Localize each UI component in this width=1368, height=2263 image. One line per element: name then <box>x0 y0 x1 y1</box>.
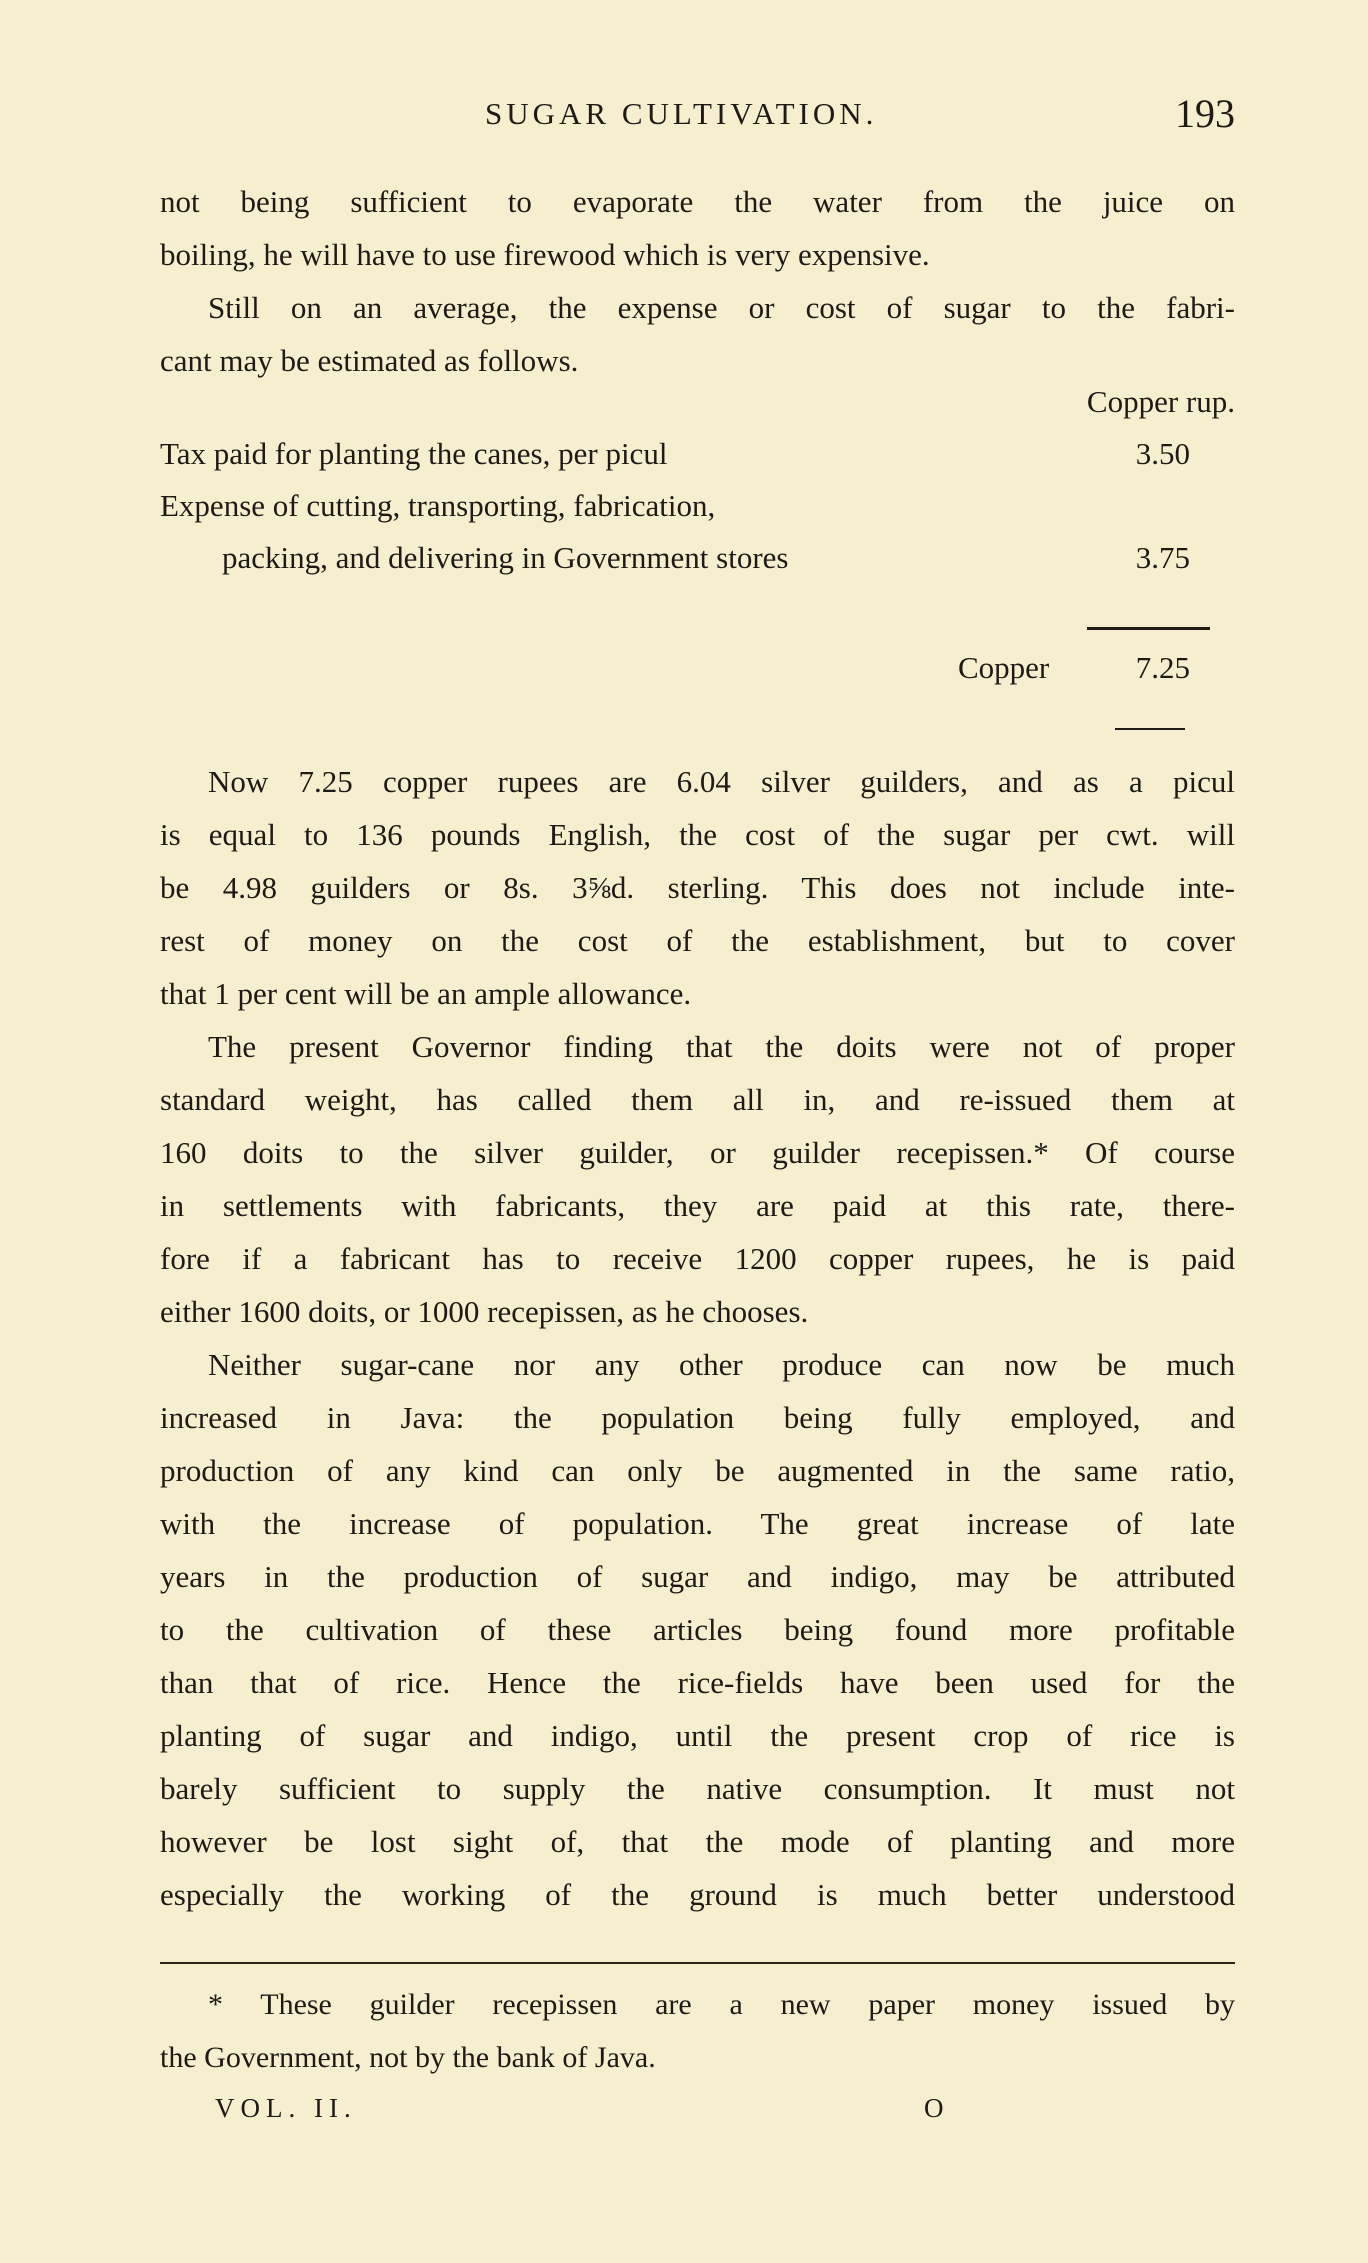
text-line: boiling, he will have to use firewood which is very expensive. <box>160 237 930 272</box>
unit-header: Copper rup. <box>1086 384 1235 419</box>
footnote-line: the Government, not by the bank of Java. <box>160 2041 656 2074</box>
row-label-continued: packing, and delivering in Government stores <box>222 540 789 575</box>
row-amount: 3.75 <box>1135 540 1190 575</box>
text-line: Neither sugar-cane nor any other produce can now be much <box>208 1347 1235 1382</box>
row-label: Expense of cutting, transporting, fabrication, <box>160 488 716 523</box>
text-line: The present Governor finding that the doits were not of proper <box>208 1029 1235 1064</box>
total-amount: 7.25 <box>1135 650 1190 685</box>
footnote-line: * These guilder recepissen are a new paper money issued by <box>208 1988 1235 2021</box>
text-line: rest of money on the cost of the establishment, but to cover <box>160 923 1235 958</box>
row-amount: 3.50 <box>1135 436 1190 471</box>
page-number: 193 <box>1175 91 1235 136</box>
text-line: not being sufficient to evaporate the water from the juice on <box>160 184 1235 219</box>
page-header <box>160 90 1235 140</box>
text-line: to the cultivation of these articles being found more profitable <box>160 1612 1235 1647</box>
text-line: is equal to 136 pounds English, the cost of the sugar per cwt. will <box>160 817 1235 852</box>
table-row <box>160 488 1235 541</box>
opening-paragraphs <box>160 175 1235 387</box>
text-line: increased in Java: the population being fully employed, and <box>160 1400 1235 1435</box>
table-row <box>160 540 1235 593</box>
text-line: years in the production of sugar and indigo, may be attributed <box>160 1559 1235 1594</box>
text-line: standard weight, has called them all in, and re-issued them at <box>160 1082 1235 1117</box>
text-line: fore if a fabricant has to receive 1200 copper rupees, he is paid <box>160 1241 1235 1276</box>
text-line: planting of sugar and indigo, until the present crop of rice is <box>160 1718 1235 1753</box>
row-label: Tax paid for planting the canes, per picul <box>160 436 668 471</box>
text-line: either 1600 doits, or 1000 recepissen, as he chooses. <box>160 1294 809 1329</box>
text-line: especially the working of the ground is much better understood <box>160 1877 1235 1912</box>
sum-rule <box>1087 627 1210 630</box>
volume-mark: VOL. II. <box>215 2093 357 2123</box>
text-line: 160 doits to the silver guilder, or guilder recepissen.* Of course <box>160 1135 1235 1170</box>
total-underline <box>1115 728 1185 730</box>
main-paragraphs <box>160 755 1235 1921</box>
table-header-row <box>160 384 1235 437</box>
text-line: production of any kind can only be augmented in the same ratio, <box>160 1453 1235 1488</box>
text-line: that 1 per cent will be an ample allowance. <box>160 976 692 1011</box>
running-title: SUGAR CULTIVATION. <box>485 96 878 131</box>
text-line: Still on an average, the expense or cost of sugar to the fabri- <box>208 290 1235 325</box>
footnote <box>160 1980 1235 2086</box>
total-label: Copper <box>958 650 1050 685</box>
text-line: with the increase of population. The great increase of late <box>160 1506 1235 1541</box>
text-line: than that of rice. Hence the rice-fields have been used for the <box>160 1665 1235 1700</box>
table-total-row <box>160 650 1235 703</box>
table-row <box>160 436 1235 489</box>
text-line: in settlements with fabricants, they are paid at this rate, there- <box>160 1188 1235 1223</box>
text-line: Now 7.25 copper rupees are 6.04 silver guilders, and as a picul <box>208 764 1235 799</box>
text-line: cant may be estimated as follows. <box>160 343 579 378</box>
footnote-divider <box>160 1962 1235 1964</box>
text-line: barely sufficient to supply the native consumption. It must not <box>160 1771 1235 1806</box>
text-line: be 4.98 guilders or 8s. 3⅝d. sterling. This does not include inte- <box>160 870 1235 905</box>
signature-mark: O <box>924 2093 944 2123</box>
text-line: however be lost sight of, that the mode of planting and more <box>160 1824 1235 1859</box>
